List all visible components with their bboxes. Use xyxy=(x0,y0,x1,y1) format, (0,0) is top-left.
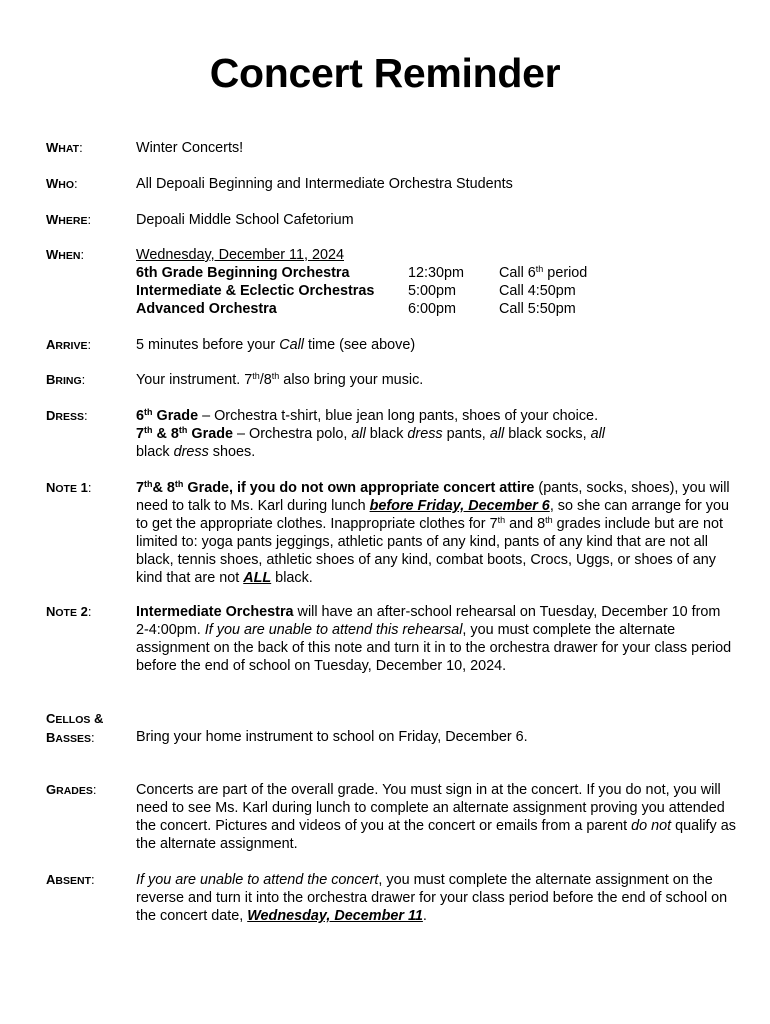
who-value: All Depoali Beginning and Intermediate Orchestra Students xyxy=(136,176,513,192)
schedule-table xyxy=(136,264,736,318)
concert-date: Wednesday, December 11, 2024 xyxy=(136,247,344,263)
what-label: WHAT: xyxy=(46,140,83,155)
where-label: WHERE: xyxy=(46,212,92,227)
schedule-row xyxy=(136,300,736,318)
dress-6th-grade: 6th Grade – Orchestra t-shirt, blue jean long pants, shoes of your choice. xyxy=(136,407,599,424)
arrive-label: ARRIVE: xyxy=(46,337,92,352)
schedule-group: Advanced Orchestra xyxy=(136,301,277,317)
schedule-group: 6th Grade Beginning Orchestra xyxy=(136,265,350,281)
schedule-call: Call 4:50pm xyxy=(499,283,576,299)
schedule-row xyxy=(136,264,736,282)
note1-value: 7th& 8th Grade, if you do not own appropriate concert attire (pants, socks, shoes), you will need to talk to Ms. Karl during lunch before Friday, December 6, so she can arrange for you to get the appropriate clothes. Inappropriate clothes for 7th and 8th grades include but are not limited to: yoga pants jeggings, athletic pants of any kind, pants of any kind that are not all black, tennis shoes, athletic shoes of any kind, combat boots, Crocs, Uggs, or shoes of any kind that are not ALL black. xyxy=(136,479,730,586)
page-title: Concert Reminder xyxy=(209,50,561,96)
grades-value: Concerts are part of the overall grade. You must sign in at the concert. If you do not, you will need to see Ms. Karl during lunch to complete an alternate assignment proving you attended the concert. Pictures and videos of you at the concert or emails from a parent do not qualify as the alternate assignment. xyxy=(136,782,736,852)
dress-value xyxy=(136,407,736,461)
dress-label: DRESS: xyxy=(46,408,88,423)
note2-label: NOTE 2: xyxy=(46,604,92,619)
arrive-value: 5 minutes before your Call time (see above) xyxy=(136,337,416,353)
note2-value: Intermediate Orchestra will have an after-school rehearsal on Tuesday, December 10 from 2-4:00pm. If you are unable to attend this rehearsal, you must complete the alternate assignment on the back of this note and turn it in to the orchestra drawer for your class period before the end of school on Tuesday, December 10, 2024. xyxy=(136,604,732,674)
bring-value: Your instrument. 7th/8th also bring your music. xyxy=(136,371,424,388)
schedule-call: Call 5:50pm xyxy=(499,301,576,317)
schedule-call: Call 6th period xyxy=(499,264,588,281)
where-value: Depoali Middle School Cafetorium xyxy=(136,212,354,228)
cellos-label: CELLOS & BASSES: xyxy=(46,711,104,745)
cellos-value: Bring your home instrument to school on Friday, December 6. xyxy=(136,729,528,745)
absent-value: If you are unable to attend the concert, you must complete the alternate assignment on the reverse and turn it into the orchestra drawer for your class period before the end of school on the concert date, Wednesday, December 11. xyxy=(136,872,728,924)
dress-7th-8th-grade: 7th & 8th Grade – Orchestra polo, all black dress pants, all black socks, all xyxy=(136,425,605,442)
when-value xyxy=(136,246,736,318)
what-value: Winter Concerts! xyxy=(136,140,244,156)
schedule-time: 6:00pm xyxy=(408,301,456,317)
schedule-time: 5:00pm xyxy=(408,283,456,299)
schedule-row xyxy=(136,282,736,300)
bring-label: BRING: xyxy=(46,372,86,387)
note1-label: NOTE 1: xyxy=(46,480,92,495)
who-label: WHO: xyxy=(46,176,78,191)
schedule-time: 12:30pm xyxy=(408,265,465,281)
absent-label: ABSENT: xyxy=(46,872,95,887)
when-label: WHEN: xyxy=(46,247,85,262)
dress-continued: black dress shoes. xyxy=(136,444,256,460)
grades-label: GRADES: xyxy=(46,782,97,797)
schedule-group: Intermediate & Eclectic Orchestras xyxy=(136,283,375,299)
